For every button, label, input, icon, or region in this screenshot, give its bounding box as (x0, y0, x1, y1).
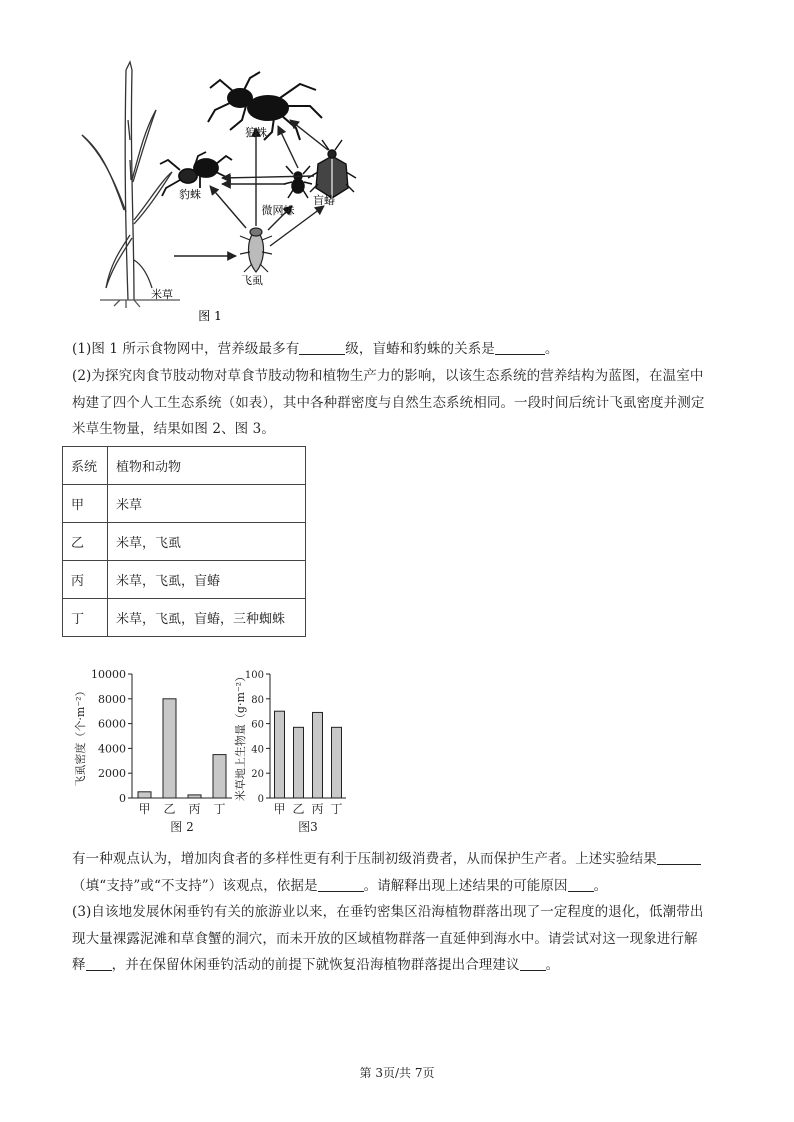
bar (188, 795, 201, 798)
table-row (63, 485, 306, 523)
rice-plant-illustration (82, 62, 180, 308)
y-tick-label: 0 (257, 794, 264, 805)
planthopper-illustration (240, 228, 272, 272)
q1-text-c: 。 (544, 341, 559, 357)
y-tick-label: 20 (251, 769, 264, 781)
label-wolf-spider: 狼蛛 (245, 126, 267, 139)
table-cell: 丁 (63, 599, 108, 637)
y-axis-label: 米草地上生物量（g·m⁻²） (234, 670, 247, 802)
q1-text-a: (1)图 1 所示食物网中，营养级最多有 (72, 341, 300, 357)
table-header-cell: 植物和动物 (108, 447, 306, 485)
y-tick-label: 8000 (98, 692, 126, 706)
q3-line-3 (72, 952, 724, 979)
micro-web-spider-illustration (284, 166, 312, 198)
table-header-row (63, 447, 306, 485)
y-tick-label: 4000 (98, 742, 126, 756)
bar (213, 755, 226, 798)
q3-text-c: 。 (545, 957, 560, 973)
q3-text-a: 释 (72, 957, 86, 973)
q2b-text-b: （填“支持”或“不支持”）该观点，依据是 (72, 877, 318, 894)
q2-line-1: (2)为探究肉食节肢动物对草食节肢动物和植物生产力的影响，以该生态系统的营养结构为蓝图，在温室中 (72, 368, 704, 384)
q3-blank-suggest[interactable] (520, 956, 546, 971)
q1-text-b: 级，盲蝽和豹蛛的关系是 (345, 341, 495, 357)
x-tick-label: 乙 (163, 802, 176, 816)
q2-line-3: 米草生物量，结果如图 2、图 3。 (72, 421, 275, 437)
table-cell: 米草 (108, 485, 306, 523)
x-tick-label: 甲 (138, 802, 151, 816)
label-rice: 米草 (151, 288, 173, 301)
question-2-intro (72, 363, 724, 443)
q2b-text-a: 有一种观点认为，增加肉食者的多样性更有利于压制初级消费者，从而保护生产者。上述实验结果 (72, 851, 657, 867)
table-row (63, 523, 306, 561)
chart-title: 图3 (298, 820, 318, 834)
q2b-line-2 (72, 873, 724, 900)
y-tick-label: 10000 (91, 668, 126, 681)
q2-line-2: 构建了四个人工生态系统（如表），其中各种群密度与自然生态系统相同。一段时间后统计飞虱密度并测定 (72, 394, 705, 411)
label-micro-web-spider: 微网蛛 (261, 204, 295, 217)
y-tick-label: 80 (251, 694, 264, 706)
table-cell: 米草，飞虱 (108, 523, 306, 561)
y-tick-label: 60 (251, 719, 264, 731)
table-cell: 米草，飞虱，盲蝽，三种蜘蛛 (108, 599, 306, 637)
label-planthopper: 飞虱 (241, 274, 263, 287)
bar (313, 712, 323, 798)
bar (138, 792, 151, 798)
chart-figure-3 (232, 662, 362, 842)
bar (332, 727, 342, 798)
page-footer: 第 3页/共 7页 (359, 1066, 435, 1080)
x-tick-label: 丙 (188, 802, 201, 816)
question-2-followup (72, 846, 724, 899)
q2b-blank-basis[interactable] (318, 877, 364, 892)
x-tick-label: 丙 (311, 802, 324, 816)
table-cell: 甲 (63, 485, 108, 523)
x-tick-label: 甲 (273, 802, 286, 816)
y-tick-label: 0 (119, 792, 126, 805)
table-header-cell: 系统 (63, 447, 108, 485)
bar (294, 727, 304, 798)
q2b-blank-support[interactable] (657, 850, 701, 865)
bar (163, 699, 176, 798)
food-web-figure (60, 60, 360, 330)
table-cell: 米草，飞虱，盲蝽 (108, 561, 306, 599)
y-tick-label: 40 (251, 744, 264, 756)
table-row (63, 561, 306, 599)
question-3 (72, 899, 724, 979)
q3-line-2: 现大量裸露泥滩和草食蟹的洞穴，而未开放的区域植物群落一直延伸到海水中。请尝试对这一现象进行解 (72, 930, 698, 947)
table-cell: 丙 (63, 561, 108, 599)
chart-title: 图 2 (170, 820, 194, 834)
figure1-caption: 图 1 (198, 309, 222, 323)
q1-blank-relation[interactable] (495, 340, 545, 355)
question-1 (72, 336, 724, 363)
q2b-text-d: 。 (593, 877, 608, 894)
mirid-bug-illustration (308, 140, 356, 198)
label-jumping-spider: 豹蛛 (179, 188, 201, 201)
y-tick-label: 100 (244, 670, 264, 681)
table-row (63, 599, 306, 637)
q2b-line-1 (72, 846, 724, 873)
y-tick-label: 2000 (98, 767, 126, 781)
q3-blank-explain[interactable] (86, 956, 112, 971)
q3-line-1: (3)自该地发展休闲垂钓有关的旅游业以来，在垂钓密集区沿海植物群落出现了一定程度的退化，低潮带出 (72, 904, 704, 920)
y-tick-label: 6000 (98, 717, 126, 731)
q1-blank-levels[interactable] (299, 340, 345, 355)
x-tick-label: 乙 (292, 802, 305, 816)
x-tick-label: 丁 (330, 802, 343, 816)
bar (275, 711, 285, 798)
q2b-blank-reason[interactable] (568, 877, 594, 892)
chart-figure-2 (70, 662, 240, 842)
q2b-text-c: 。请解释出现上述结果的可能原因 (363, 877, 568, 894)
x-tick-label: 丁 (213, 802, 226, 816)
table-cell: 乙 (63, 523, 108, 561)
ecosystem-table (62, 446, 306, 637)
y-axis-label: 飞虱密度（个·m⁻²） (74, 685, 87, 787)
label-mirid-bug: 盲蝽 (313, 194, 335, 207)
q3-text-b: ，并在保留休闲垂钓活动的前提下就恢复沿海植物群落提出合理建议 (111, 957, 520, 973)
